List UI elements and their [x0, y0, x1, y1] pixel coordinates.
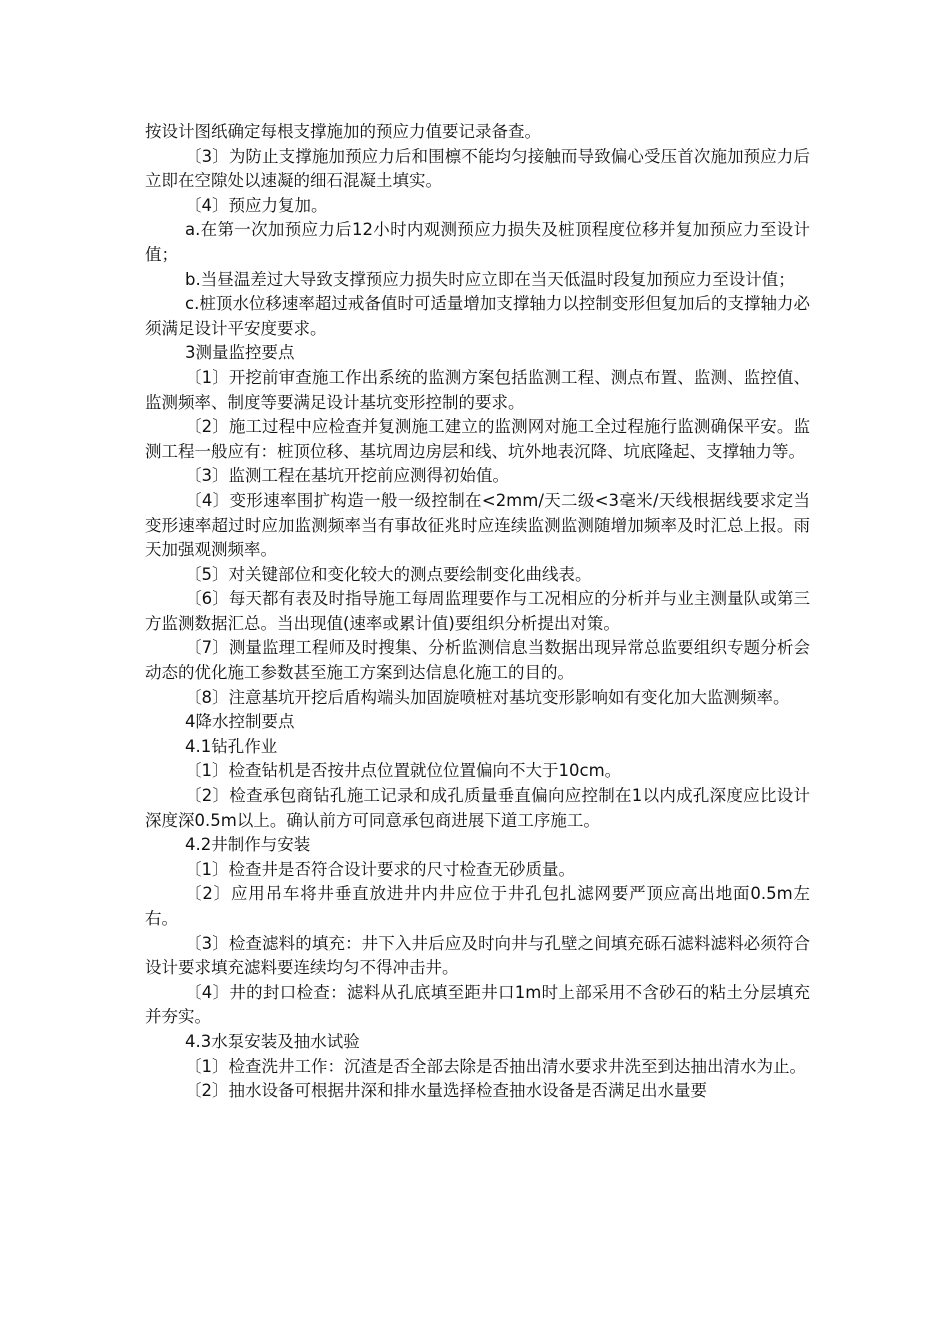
body-paragraph: b.当昼温差过大导致支撑预应力损失时应立即在当天低温时段复加预应力至设计值；: [185, 269, 795, 289]
body-paragraph: 〔4〕变形速率围扩构造一般一级控制在<2mm/天二级<3毫米/天线根据线要求定当变形速率超过时应加监测频率当有事故征兆时应连续监测监测随增加频率及时汇总上报。雨天加强观测频率。: [145, 490, 810, 560]
body-paragraph: 〔2〕抽水设备可根据井深和排水量选择检查抽水设备是否满足出水量要: [185, 1081, 707, 1101]
body-paragraph: 〔2〕施工过程中应检查并复测施工建立的监测网对施工全过程施行监测确保平安。监测工程一般应有：桩顶位移、基坑周边房层和线、坑外地表沉降、坑底隆起、支撑轴力等。: [145, 417, 810, 461]
body-paragraph: 〔2〕应用吊车将井垂直放进井内井应位于井孔包扎滤网要严顶应高出地面0.5m左右。: [145, 884, 810, 928]
body-paragraph: 〔8〕注意基坑开挖后盾构端头加固旋喷桩对基坑变形影响如有变化加大监测频率。: [185, 687, 790, 707]
body-paragraph: 〔5〕对关键部位和变化较大的测点要绘制变化曲线表。: [185, 564, 592, 584]
body-paragraph: 4.1钻孔作业: [185, 736, 278, 756]
body-paragraph: 〔6〕每天都有表及时指导施工每周监理要作与工况相应的分析并与业主测量队或第三方监测数据汇总。当出现值(速率或累计值)要组织分析提出对策。: [145, 589, 810, 633]
body-paragraph: 〔1〕检查洗井工作：沉渣是否全部去除是否抽出清水要求井洗至到达抽出清水为止。: [185, 1056, 806, 1076]
body-paragraph: 〔4〕井的封口检查：滤料从孔底填至距井口1m时上部采用不含砂石的粘土分层填充并夯实。: [145, 982, 810, 1027]
body-paragraph: 〔7〕测量监理工程师及时搜集、分析监测信息当数据出现异常总监要组织专题分析会动态的优化施工参数甚至施工方案到达信息化施工的目的。: [145, 638, 810, 683]
body-paragraph: 4.3水泵安装及抽水试验: [185, 1031, 360, 1051]
body-paragraph: 〔2〕检查承包商钻孔施工记录和成孔质量垂直偏向应控制在1以内成孔深度应比设计深度深0.5m以上。确认前方可同意承包商进展下道工序施工。: [145, 786, 810, 830]
body-paragraph: 〔3〕检查滤料的填充：井下入井后应及时向井与孔壁之间填充砾石滤料滤料必须符合设计要求填充滤料要连续均匀不得冲击井。: [145, 933, 810, 978]
body-paragraph: a.在第一次加预应力后12小时内观测预应力损失及桩顶程度位移并复加预应力至设计值；: [145, 220, 810, 264]
body-paragraph: c.桩顶水位移速率超过戒备值时可适量增加支撑轴力以控制变形但复加后的支撑轴力必须满足设计平安度要求。: [145, 294, 810, 338]
body-paragraph: 3测量监控要点: [185, 343, 295, 363]
document-body: [145, 120, 810, 1104]
body-paragraph: 按设计图纸确定每根支撑施加的预应力值要记录备查。: [145, 122, 541, 141]
body-paragraph: 〔1〕检查井是否符合设计要求的尺寸检查无砂质量。: [185, 859, 575, 879]
body-paragraph: 〔3〕监测工程在基坑开挖前应测得初始值。: [185, 466, 509, 486]
body-paragraph: 4降水控制要点: [185, 712, 295, 732]
body-paragraph: 〔4〕预应力复加。: [185, 195, 328, 215]
body-paragraph: 〔3〕为防止支撑施加预应力后和围檩不能均匀接触而导致偏心受压首次施加预应力后立即在空隙处以速凝的细石混凝土填实。: [145, 146, 810, 191]
body-paragraph: 〔1〕开挖前审查施工作出系统的监测方案包括监测工程、测点布置、监测、监控值、监测频率、制度等要满足设计基坑变形控制的要求。: [145, 367, 810, 412]
body-paragraph: 4.2井制作与安装: [185, 835, 311, 855]
body-paragraph: 〔1〕检查钻机是否按井点位置就位位置偏向不大于10cm。: [185, 761, 622, 781]
